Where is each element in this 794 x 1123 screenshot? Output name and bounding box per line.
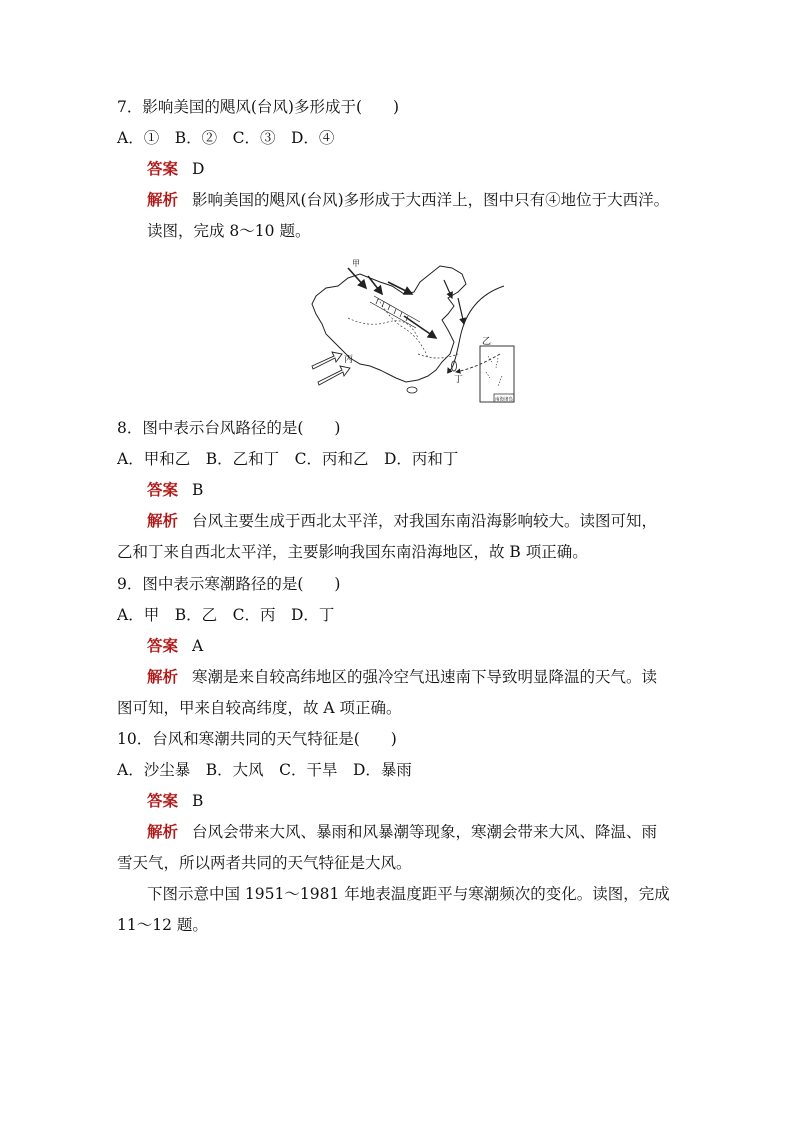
analysis-label: 解析 <box>147 511 179 530</box>
q9-stem: 9．图中表示寒潮路径的是( ) <box>117 575 341 593</box>
q9-options: A．甲 B．乙 C．丙 D．丁 <box>117 606 335 624</box>
path-jia-hatched <box>370 296 420 328</box>
q7-analysis-line <box>147 190 717 210</box>
q8-answer-line <box>147 480 717 500</box>
q10-analysis-1: 台风会带来大风、暴雨和风暴潮等现象，寒潮会带来大风、降温、雨 <box>192 823 658 841</box>
label-ding: 丁 <box>454 375 464 385</box>
label-yi: 乙 <box>482 337 492 347</box>
analysis-label: 解析 <box>147 822 179 841</box>
q8-stem: 8．图中表示台风路径的是( ) <box>117 419 341 437</box>
path-jia <box>348 268 436 338</box>
q10-stem: 10．台风和寒潮共同的天气特征是( ) <box>117 730 397 748</box>
q10-options: A．沙尘暴 B．大风 C．干旱 D．暴雨 <box>117 761 412 779</box>
q8-answer: B <box>192 481 204 499</box>
path-ding <box>456 354 500 372</box>
next-intro-line-2: 11～12 题。 <box>117 916 208 934</box>
q9-answer: A <box>192 637 204 655</box>
q9-analysis-1: 寒潮是来自较高纬地区的强冷空气迅速南下导致明显降温的天气。读 <box>192 668 658 686</box>
label-bing: 丙 <box>344 355 354 365</box>
q8-analysis-1: 台风主要生成于西北太平洋，对我国东南沿海影响较大。读图可知， <box>192 512 658 530</box>
q9-answer-line <box>147 636 717 656</box>
q10-analysis-line-2: 雪天气，所以两者共同的天气特征是大风。 <box>117 854 412 872</box>
label-jia: 甲 <box>352 259 360 268</box>
q7-answer-line <box>147 159 717 179</box>
q10-answer-line <box>147 791 717 811</box>
q9-analysis-line-2: 图可知，甲来自较高纬度，故 A 项正确。 <box>117 699 402 717</box>
q7-options: A．① B．② C．③ D．④ <box>117 129 335 147</box>
map-intro: 读图，完成 8～10 题。 <box>147 222 311 240</box>
q7-analysis: 影响美国的飓风(台风)多形成于大西洋上，图中只有④地位于大西洋。 <box>192 191 670 209</box>
q7-answer: D <box>192 160 205 178</box>
label-inset: 南海诸岛 <box>495 397 513 403</box>
answer-label: 答案 <box>147 636 179 655</box>
next-intro-line-1: 下图示意中国 1951～1981 年地表温度距平与寒潮频次的变化。读图，完成 <box>147 885 670 903</box>
south-china-sea-inset <box>480 346 514 402</box>
q10-answer: B <box>192 792 204 810</box>
q8-analysis-line-2: 乙和丁来自西北太平洋，主要影响我国东南沿海地区，故 B 项正确。 <box>117 543 588 561</box>
q10-analysis-line-1 <box>147 822 717 842</box>
q7-stem: 7．影响美国的飓风(台风)多形成于( ) <box>117 98 400 116</box>
china-weather-path-map <box>308 258 530 406</box>
answer-label: 答案 <box>147 480 179 499</box>
q8-options: A．甲和乙 B．乙和丁 C．丙和乙 D．丙和丁 <box>117 450 459 468</box>
answer-label: 答案 <box>147 791 179 810</box>
q9-analysis-line-1 <box>147 667 717 687</box>
analysis-label: 解析 <box>147 190 179 209</box>
china-outline <box>312 266 466 382</box>
answer-label: 答案 <box>147 159 179 178</box>
q8-analysis-line-1 <box>147 511 717 531</box>
path-yi <box>448 286 504 370</box>
analysis-label: 解析 <box>147 667 179 686</box>
